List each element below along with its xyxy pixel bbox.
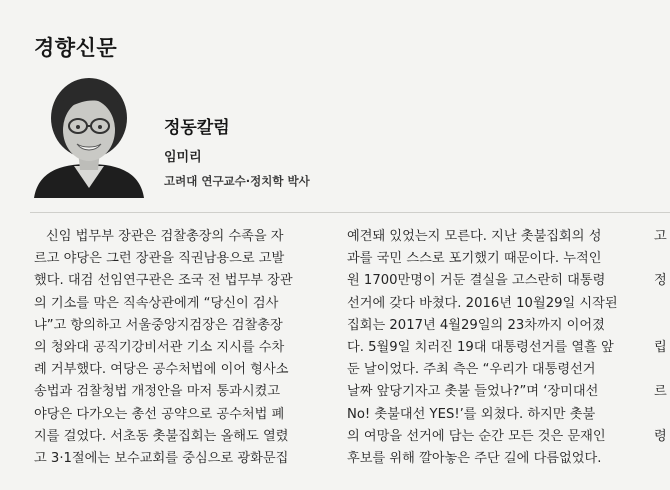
article-line: 했다. 대검 선임연구관은 조국 전 법무부 장관 xyxy=(34,273,293,289)
article-column-2 xyxy=(347,226,643,470)
article-line: 후보를 위해 깔아놓은 주단 길에 다름없었다. xyxy=(347,451,602,467)
article-line: 냐”고 항의하고 서울중앙지검장은 검찰총장 xyxy=(34,317,283,333)
article-line: 야당은 다가오는 총선 공약으로 공수처법 폐 xyxy=(34,406,285,422)
article-line: 날짜 앞당기자고 촛불 들었나?”며 ‘장미대선 xyxy=(347,384,599,400)
article-line: 선거에 갖다 바쳤다. 2016년 10월29일 시작된 xyxy=(347,295,618,311)
article-line: 르고 야당은 그런 장관을 직권남용으로 고발 xyxy=(34,251,285,267)
article-line: 립 xyxy=(654,340,667,356)
column-byline xyxy=(164,113,310,189)
article-line xyxy=(654,404,670,426)
article-line xyxy=(654,448,670,470)
newspaper-masthead: 경향신문 xyxy=(34,36,118,60)
author-affiliation: 고려대 연구교수·정치학 박사 xyxy=(164,174,310,188)
article-line: 집회는 2017년 4월29일의 23차까지 이어졌 xyxy=(347,317,605,333)
author-name: 임미리 xyxy=(164,150,202,165)
article-line: No! 촛불대선 YES!’를 외쳤다. 하지만 촛불 xyxy=(347,406,596,422)
article-line: 신임 법무부 장관은 검찰총장의 수족을 자 xyxy=(46,229,284,244)
article-line: 송법과 검찰청법 개정안을 마저 통과시켰고 xyxy=(34,384,281,400)
article-line: 고 xyxy=(654,229,667,244)
article-line: 지를 걸었다. 서초동 촛불집회는 올해도 열렸 xyxy=(34,428,289,444)
article-line: 고 3·1절에는 보수교회를 중심으로 광화문집 xyxy=(34,451,289,467)
article-column-1 xyxy=(34,226,330,470)
article-column-3-partial xyxy=(654,226,670,470)
article-line: 원 1700만명이 거둔 결실을 고스란히 대통령 xyxy=(347,273,606,289)
article-line: 의 여망을 선거에 담는 순간 모든 것은 문재인 xyxy=(347,428,606,444)
article-line xyxy=(654,315,670,337)
article-line: 과를 국민 스스로 포기했기 때문이다. 누적인 xyxy=(347,251,602,267)
article-line: 예견돼 있었는지 모른다. 지난 촛불집회의 성 xyxy=(347,229,602,244)
column-title: 정동칼럼 xyxy=(164,118,230,138)
article-line: 다. 5월9일 치러진 19대 대통령선거를 열흘 앞 xyxy=(347,340,614,356)
article-line: 의 기소를 막은 직속상관에게 “당신이 검사 xyxy=(34,295,279,311)
article-line: 둔 날이었다. 주최 측은 “우리가 대통령선거 xyxy=(347,362,596,378)
article-line xyxy=(654,359,670,381)
article-line: 정 xyxy=(654,273,667,289)
article-line: 례 거부했다. 여당은 공수처법에 이어 형사소 xyxy=(34,362,289,378)
article-line xyxy=(654,248,670,270)
article-line: 령 xyxy=(654,428,667,444)
author-portrait xyxy=(30,72,148,198)
header-divider xyxy=(30,212,670,213)
article-line xyxy=(654,293,670,315)
article-line: 르 xyxy=(654,384,667,400)
article-line: 의 청와대 공직기강비서관 기소 지시를 수차 xyxy=(34,340,285,356)
